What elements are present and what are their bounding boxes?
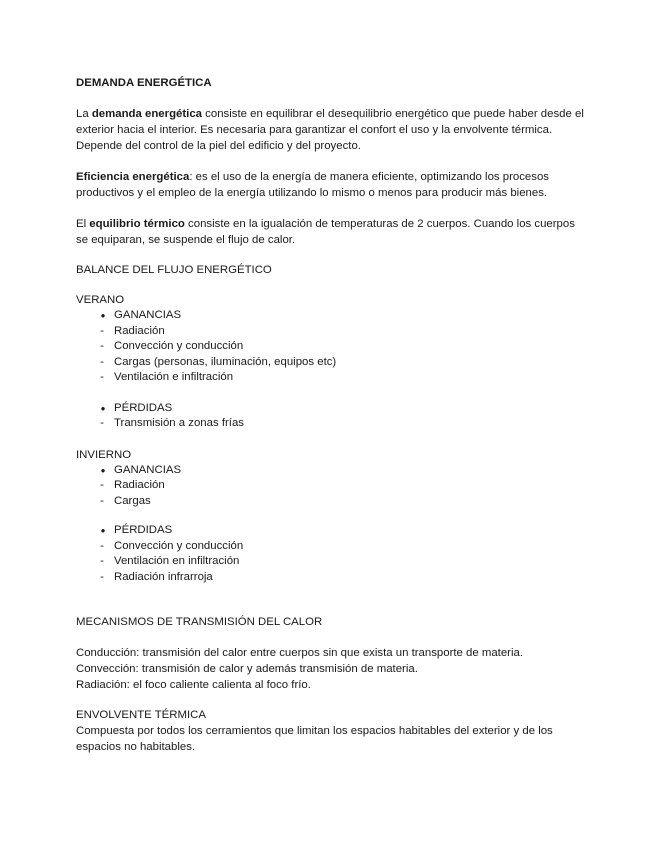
dash-marker: - <box>100 479 104 491</box>
list-item <box>76 478 586 494</box>
eficiencia-text: : es el uso de la energía de manera eficiente, optimizando los procesos productivos y el empleo de la energía utilizando lo mismo o menos para producir más bienes. <box>76 171 549 199</box>
list-item-text: Cargas <box>114 494 151 507</box>
dash-marker: - <box>100 355 104 368</box>
list-item-text: Radiación <box>114 479 165 491</box>
document-title: DEMANDA ENERGÉTICA <box>76 77 212 89</box>
list-item-text: Radiación <box>114 324 165 337</box>
dash-marker: - <box>100 539 104 552</box>
dash-marker: - <box>100 371 104 383</box>
equilibrio-lead: El <box>76 218 90 230</box>
verano-perdidas-list <box>76 401 586 432</box>
list-item <box>76 355 586 371</box>
paragraph-equilibrio <box>76 216 586 248</box>
season-label-invierno: INVIERNO <box>76 448 132 461</box>
bullet-marker: ● <box>100 311 106 320</box>
invierno-ganancias-list <box>76 463 586 510</box>
term-demanda-energetica: demanda energética <box>91 108 202 120</box>
list-item <box>76 308 586 324</box>
list-item-text: Radiación infrarroja <box>114 570 213 583</box>
section-heading-mecanismos: MECANISMOS DE TRANSMISIÓN DEL CALOR <box>76 616 323 628</box>
list-item <box>76 539 586 555</box>
mecanismo-conveccion: Convección: transmisión de calor y además transmisión de materia. <box>76 663 418 675</box>
dash-marker: - <box>100 555 104 567</box>
paragraph-envolvente: Compuesta por todos los cerramientos que limitan los espacios habitables del exterior y de los espacios no habitables. <box>76 725 553 753</box>
dash-marker: - <box>100 340 104 352</box>
list-item <box>76 494 586 510</box>
season-label-verano: VERANO <box>76 294 125 306</box>
section-heading-envolvente: ENVOLVENTE TÉRMICA <box>76 709 206 721</box>
subheading-ganancias: GANANCIAS <box>114 309 182 321</box>
list-item <box>76 401 586 417</box>
list-item-text: Convección y conducción <box>114 539 244 552</box>
mecanismo-radiacion: Radiación: el foco caliente calienta al foco frío. <box>76 679 311 691</box>
subheading-perdidas: PÉRDIDAS <box>114 401 173 414</box>
list-item <box>76 570 586 586</box>
invierno-perdidas-list <box>76 523 586 585</box>
list-item-text: Transmisión a zonas frías <box>114 417 244 429</box>
dash-marker: - <box>100 494 104 507</box>
list-item-text: Ventilación en infiltración <box>114 555 240 567</box>
list-item-text: Cargas (personas, iluminación, equipos etc) <box>114 355 337 368</box>
dash-marker: - <box>100 417 104 429</box>
demanda-lead: La <box>76 108 92 120</box>
list-item <box>76 523 586 539</box>
section-heading-balance: BALANCE DEL FLUJO ENERGÉTICO <box>76 264 272 276</box>
subheading-perdidas: PÉRDIDAS <box>114 524 173 536</box>
list-item-text: Convección y conducción <box>114 340 244 352</box>
equilibrio-text: consiste en la igualación de temperaturas de 2 cuerpos. Cuando los cuerpos se equiparan, se suspende el flujo de calor. <box>76 218 575 246</box>
bullet-marker: ● <box>100 526 106 535</box>
list-item <box>76 463 586 479</box>
list-item <box>76 370 586 386</box>
term-equilibrio-termico: equilibrio térmico <box>89 218 185 230</box>
verano-ganancias-list <box>76 308 586 386</box>
demanda-text: consiste en equilibrar el desequilibrio energético que puede haber desde el exterior hacia el interior. Es necesaria para garantizar el confort el uso y la envolvente térmica. Depende del control de la piel del edificio y del proyecto. <box>76 108 584 152</box>
list-item <box>76 416 586 432</box>
document-page <box>76 75 586 755</box>
paragraph-demanda <box>76 106 586 154</box>
mecanismo-conduccion: Conducción: transmisión del calor entre cuerpos sin que exista un transporte de materia. <box>76 647 524 659</box>
list-item <box>76 324 586 340</box>
dash-marker: - <box>100 324 104 337</box>
bullet-marker: ● <box>100 403 106 413</box>
bullet-marker: ● <box>100 465 106 475</box>
subheading-ganancias: GANANCIAS <box>114 463 182 476</box>
list-item-text: Ventilación e infiltración <box>114 371 234 383</box>
dash-marker: - <box>100 570 104 583</box>
paragraph-eficiencia <box>76 169 586 201</box>
list-item <box>76 554 586 570</box>
list-item <box>76 339 586 355</box>
term-eficiencia-energetica: Eficiencia energética <box>76 171 190 183</box>
